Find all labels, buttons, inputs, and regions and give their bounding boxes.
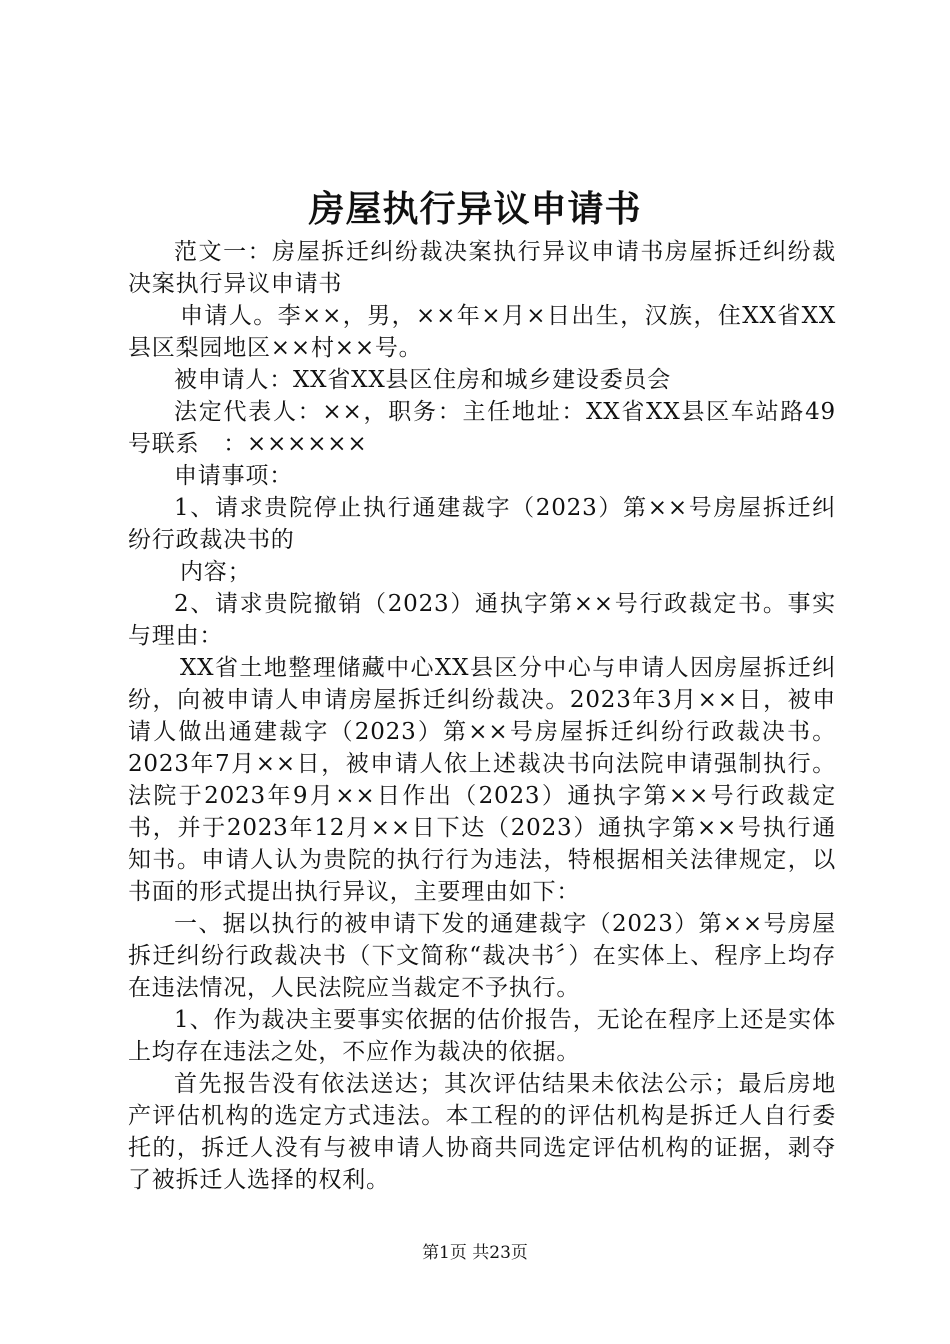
paragraph-reason-1-1: 1、作为裁决主要事实依据的估价报告，无论在程序上还是实体上均存在违法之处，不应作为裁决的依据。: [128, 1007, 836, 1065]
paragraph-legal-representative: 法定代表人：××，职务：主任地址：XX省XX县区车站路49号联系 ：××××××: [128, 399, 836, 457]
document-body: [128, 236, 836, 1196]
paragraph-applicant: 申请人。李××，男，××年×月×日出生，汉族，住XX省XX县区梨园地区××村××号。: [128, 303, 836, 361]
paragraph-reason-details: 首先报告没有依法送达；其次评估结果未依法公示；最后房地产评估机构的选定方式违法。本工程的的评估机构是拆迁人自行委托的，拆迁人没有与被申请人协商共同选定评估机构的证据，剥夺了被拆迁人选择的权利。: [128, 1071, 836, 1193]
paragraph-intro: 范文一：房屋拆迁纠纷裁决案执行异议申请书房屋拆迁纠纷裁决案执行异议申请书: [128, 239, 836, 297]
page-number-footer: 第1页 共23页: [422, 1243, 528, 1263]
paragraph-request-heading: 申请事项：: [174, 463, 293, 489]
paragraph-request-1: 1、请求贵院停止执行通建裁字（2023）第××号房屋拆迁纠纷行政裁决书的: [128, 495, 836, 553]
paragraph-request-2: 2、请求贵院撤销（2023）通执字第××号行政裁定书。事实与理由：: [128, 591, 836, 649]
paragraph-reason-1: 一、据以执行的被申请下发的通建裁字（2023）第××号房屋拆迁纠纷行政裁决书（下文简称“裁决书〞）在实体上、程序上均存在违法情况，人民法院应当裁定不予执行。: [128, 911, 836, 1001]
paragraph-respondent: 被申请人：XX省XX县区住房和城乡建设委员会: [174, 367, 672, 393]
paragraph-facts: XX省土地整理储藏中心XX县区分中心与申请人因房屋拆迁纠纷，向被申请人申请房屋拆迁纠纷裁决。2023年3月××日，被申请人做出通建裁字（2023）第××号房屋拆迁纠纷行政裁决书。2023年7月××日，被申请人依上述裁决书向法院申请强制执行。法院于2023年9月××日作出（2023）通执字第××号行政裁定书，并于2023年12月××日下达（2023）通执字第××号执行通知书。申请人认为贵院的执行行为违法，特根据相关法律规定，以书面的形式提出执行异议，主要理由如下：: [128, 655, 836, 905]
paragraph-request-1-content: 内容；: [180, 559, 252, 585]
document-title: 房屋执行异议申请书: [308, 188, 642, 230]
